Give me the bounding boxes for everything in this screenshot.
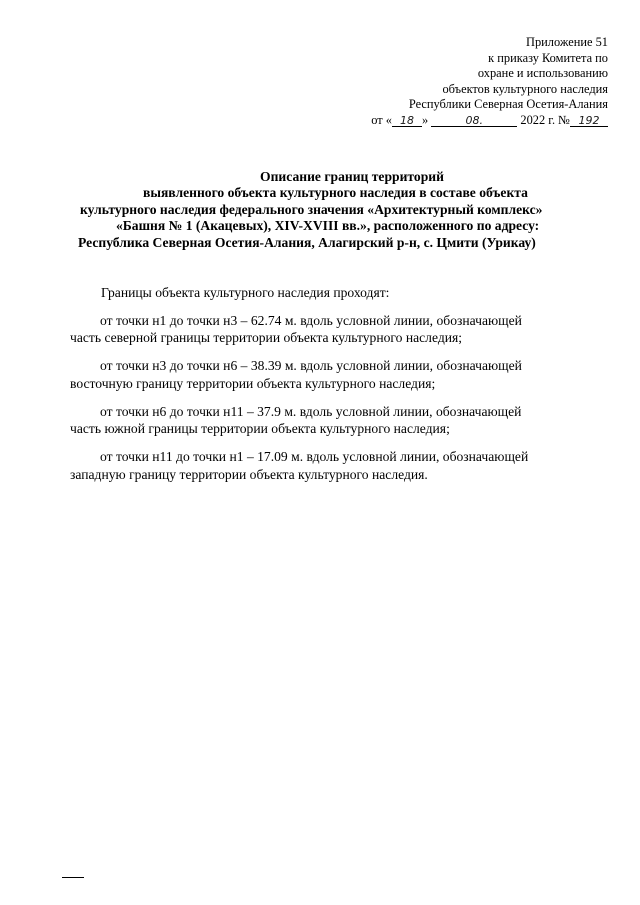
boundary-paragraph	[70, 448, 610, 483]
boundary-paragraph	[70, 312, 610, 347]
appendix-republic-line: Республики Северная Осетия-Алания	[408, 97, 608, 111]
order-day-handwritten: 18	[399, 113, 414, 127]
order-date-line	[278, 113, 608, 129]
boundary-line: от точки н1 до точки н3 – 62.74 м. вдоль условной линии, обозначающей	[100, 312, 522, 328]
order-number-field	[570, 114, 608, 127]
order-month-field	[431, 114, 517, 127]
boundary-line: от точки н3 до точки н6 – 38.39 м. вдоль условной линии, обозначающей	[100, 358, 522, 373]
title-line-1: Описание границ территорий	[260, 169, 444, 184]
boundary-line: восточную границу территории объекта культурного наследия;	[70, 375, 436, 391]
boundary-paragraph	[70, 357, 610, 392]
boundary-line: часть южной границы территории объекта культурного наследия;	[70, 421, 450, 436]
body-intro: Границы объекта культурного наследия проходят:	[101, 285, 390, 300]
boundary-line: западную границу территории объекта культурного наследия.	[70, 466, 428, 482]
document-title	[40, 169, 640, 251]
title-line-4: «Башня № 1 (Акацевых), XIV-XVIII вв.», расположенного по адресу:	[116, 218, 540, 234]
appendix-header	[278, 35, 608, 128]
title-line-2: выявленного объекта культурного наследия в составе объекта	[143, 185, 528, 201]
appendix-order-ref: к приказу Комитета по	[488, 50, 608, 65]
footnote-rule	[62, 877, 84, 878]
order-mid: »	[421, 112, 429, 127]
appendix-committee-line: охране и использованию	[477, 66, 608, 80]
boundary-paragraph	[70, 403, 610, 438]
boundary-line: от точки н11 до точки н1 – 17.09 м. вдоль условной линии, обозначающей	[100, 449, 529, 464]
boundary-line: от точки н6 до точки н11 – 37.9 м. вдоль условной линии, обозначающей	[100, 403, 522, 419]
boundary-line: часть северной границы территории объекта культурного наследия;	[70, 330, 463, 345]
order-prefix: от «	[371, 112, 392, 127]
appendix-number: Приложение 51	[526, 35, 608, 49]
appendix-heritage-line: объектов культурного наследия	[442, 81, 608, 96]
document-body	[70, 284, 610, 494]
title-line-3: культурного наследия федерального значения «Архитектурный комплекс»	[80, 201, 543, 217]
order-number-handwritten: 192	[578, 113, 600, 127]
order-month-handwritten: 08.	[465, 113, 484, 127]
order-day-field	[392, 114, 422, 127]
title-line-5: Республика Северная Осетия-Алания, Алагирский р-н, с. Цмити (Урикау)	[78, 234, 536, 250]
order-year: 2022 г. №	[520, 112, 570, 127]
